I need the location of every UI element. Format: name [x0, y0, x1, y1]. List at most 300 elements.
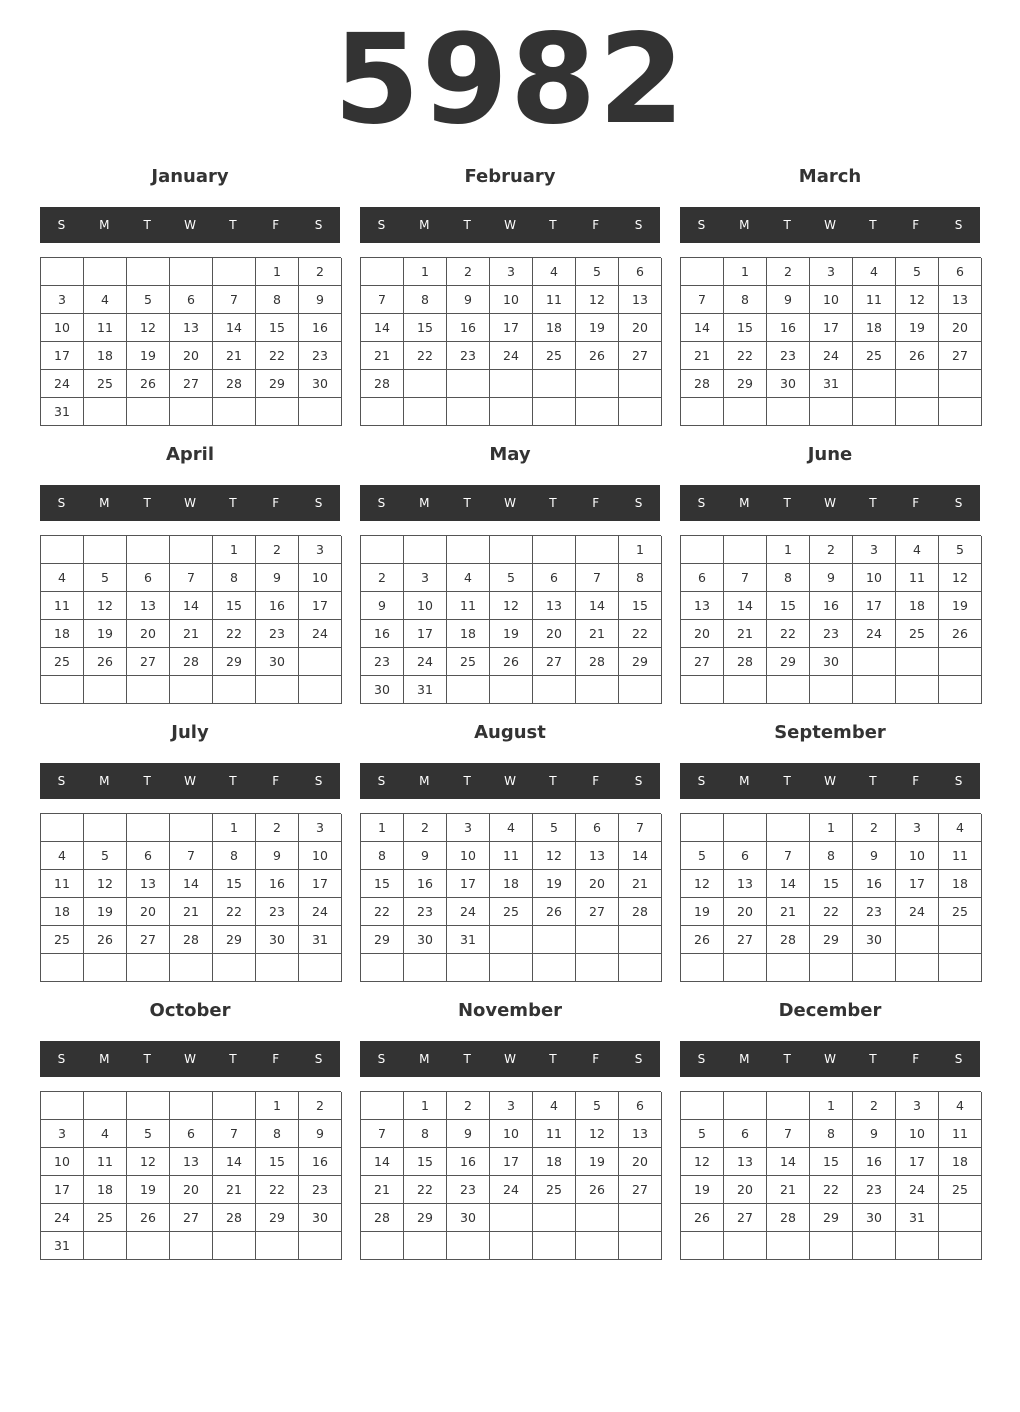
empty-cell: [576, 954, 619, 982]
day-cell: 8: [767, 564, 810, 592]
day-cell: 29: [619, 648, 662, 676]
day-cell: 22: [767, 620, 810, 648]
empty-cell: [213, 676, 256, 704]
empty-cell: [127, 398, 170, 426]
empty-cell: [361, 258, 404, 286]
day-cell: 29: [767, 648, 810, 676]
weekday-label: T: [869, 218, 877, 232]
weekday-header: [680, 763, 980, 799]
weekday-label: W: [824, 496, 836, 510]
month-april: [40, 438, 340, 708]
day-cell: 1: [361, 814, 404, 842]
weekday-label: S: [634, 496, 643, 510]
empty-cell: [127, 1092, 170, 1120]
empty-cell: [576, 398, 619, 426]
day-cell: 6: [681, 564, 724, 592]
day-cell: 6: [170, 286, 213, 314]
day-cell: 11: [447, 592, 490, 620]
weekday-label: M: [419, 774, 430, 788]
weekday-label: S: [697, 496, 706, 510]
day-cell: 27: [127, 926, 170, 954]
day-cell: 4: [939, 814, 982, 842]
day-cell: 23: [299, 342, 342, 370]
day-cell: 23: [810, 620, 853, 648]
day-cell: 22: [724, 342, 767, 370]
empty-cell: [490, 676, 533, 704]
day-cell: 14: [361, 1148, 404, 1176]
empty-cell: [84, 398, 127, 426]
day-cell: 30: [404, 926, 447, 954]
day-cell: 8: [256, 286, 299, 314]
day-cell: 23: [299, 1176, 342, 1204]
empty-cell: [767, 1232, 810, 1260]
day-cell: 14: [681, 314, 724, 342]
empty-cell: [576, 536, 619, 564]
empty-cell: [256, 1232, 299, 1260]
weekday-label: S: [634, 774, 643, 788]
empty-cell: [361, 1232, 404, 1260]
empty-cell: [84, 954, 127, 982]
day-cell: 29: [361, 926, 404, 954]
empty-cell: [299, 648, 342, 676]
day-cell: 29: [724, 370, 767, 398]
day-cell: 1: [213, 536, 256, 564]
day-cell: 24: [447, 898, 490, 926]
empty-cell: [681, 1092, 724, 1120]
weekday-label: W: [824, 218, 836, 232]
empty-cell: [810, 398, 853, 426]
weekday-label: T: [869, 1052, 877, 1066]
day-cell: 13: [533, 592, 576, 620]
day-cell: 31: [404, 676, 447, 704]
empty-cell: [170, 258, 213, 286]
empty-cell: [41, 258, 84, 286]
month-name: December: [778, 1000, 882, 1021]
day-cell: 7: [170, 564, 213, 592]
day-grid: [680, 257, 981, 426]
day-cell: 15: [810, 870, 853, 898]
day-cell: 1: [767, 536, 810, 564]
day-cell: 11: [939, 842, 982, 870]
month-february: [360, 160, 660, 430]
day-cell: 13: [619, 286, 662, 314]
weekday-label: F: [592, 496, 600, 510]
weekday-label: M: [419, 218, 430, 232]
day-cell: 21: [576, 620, 619, 648]
month-january: [40, 160, 340, 430]
day-cell: 10: [490, 1120, 533, 1148]
day-cell: 10: [41, 314, 84, 342]
weekday-header: [680, 1041, 980, 1077]
day-cell: 15: [361, 870, 404, 898]
day-cell: 27: [170, 370, 213, 398]
day-cell: 21: [213, 342, 256, 370]
day-cell: 2: [853, 1092, 896, 1120]
day-cell: 22: [361, 898, 404, 926]
day-cell: 21: [767, 898, 810, 926]
empty-cell: [853, 648, 896, 676]
day-cell: 14: [361, 314, 404, 342]
empty-cell: [724, 1092, 767, 1120]
day-cell: 2: [767, 258, 810, 286]
empty-cell: [490, 926, 533, 954]
empty-cell: [619, 1232, 662, 1260]
weekday-label: T: [143, 496, 151, 510]
empty-cell: [84, 536, 127, 564]
day-cell: 12: [576, 1120, 619, 1148]
empty-cell: [724, 398, 767, 426]
day-cell: 17: [404, 620, 447, 648]
month-july: [40, 716, 340, 986]
day-cell: 20: [127, 898, 170, 926]
weekday-label: T: [143, 218, 151, 232]
month-name: July: [171, 722, 209, 743]
day-cell: 26: [490, 648, 533, 676]
day-cell: 15: [810, 1148, 853, 1176]
weekday-label: S: [314, 774, 323, 788]
empty-cell: [533, 1204, 576, 1232]
day-cell: 22: [213, 620, 256, 648]
day-cell: 4: [853, 258, 896, 286]
empty-cell: [681, 814, 724, 842]
day-cell: 25: [853, 342, 896, 370]
day-cell: 3: [896, 1092, 939, 1120]
day-cell: 26: [533, 898, 576, 926]
empty-cell: [533, 1232, 576, 1260]
weekday-label: W: [824, 774, 836, 788]
day-cell: 15: [256, 1148, 299, 1176]
day-cell: 9: [361, 592, 404, 620]
day-cell: 20: [619, 1148, 662, 1176]
weekday-label: W: [184, 774, 196, 788]
day-cell: 3: [299, 814, 342, 842]
empty-cell: [619, 1204, 662, 1232]
weekday-label: W: [504, 774, 516, 788]
day-cell: 22: [256, 342, 299, 370]
day-cell: 24: [299, 898, 342, 926]
day-cell: 12: [939, 564, 982, 592]
day-cell: 9: [810, 564, 853, 592]
day-cell: 6: [127, 564, 170, 592]
day-cell: 1: [724, 258, 767, 286]
day-cell: 4: [896, 536, 939, 564]
day-cell: 17: [810, 314, 853, 342]
day-cell: 26: [681, 926, 724, 954]
day-cell: 25: [41, 926, 84, 954]
day-cell: 21: [361, 342, 404, 370]
day-cell: 27: [533, 648, 576, 676]
day-cell: 1: [619, 536, 662, 564]
month-name: October: [149, 1000, 231, 1021]
empty-cell: [724, 1232, 767, 1260]
empty-cell: [681, 398, 724, 426]
weekday-label: T: [549, 1052, 557, 1066]
day-cell: 25: [939, 1176, 982, 1204]
day-cell: 25: [896, 620, 939, 648]
weekday-label: T: [463, 496, 471, 510]
month-name: September: [774, 722, 886, 743]
day-cell: 2: [256, 814, 299, 842]
empty-cell: [127, 676, 170, 704]
day-cell: 20: [724, 1176, 767, 1204]
day-cell: 14: [767, 1148, 810, 1176]
day-cell: 24: [490, 342, 533, 370]
day-cell: 31: [810, 370, 853, 398]
weekday-label: W: [184, 1052, 196, 1066]
day-cell: 6: [724, 842, 767, 870]
empty-cell: [767, 398, 810, 426]
day-cell: 5: [939, 536, 982, 564]
day-cell: 10: [490, 286, 533, 314]
day-cell: 5: [84, 842, 127, 870]
day-cell: 5: [127, 1120, 170, 1148]
day-cell: 18: [490, 870, 533, 898]
day-cell: 5: [127, 286, 170, 314]
day-cell: 19: [576, 314, 619, 342]
day-cell: 30: [767, 370, 810, 398]
day-grid: [680, 1091, 981, 1260]
day-cell: 15: [213, 870, 256, 898]
day-grid: [360, 257, 661, 426]
day-cell: 7: [681, 286, 724, 314]
day-cell: 31: [896, 1204, 939, 1232]
day-cell: 16: [853, 870, 896, 898]
day-cell: 13: [619, 1120, 662, 1148]
weekday-label: S: [377, 218, 386, 232]
empty-cell: [127, 536, 170, 564]
weekday-label: S: [954, 496, 963, 510]
day-cell: 28: [361, 1204, 404, 1232]
weekday-label: S: [377, 774, 386, 788]
day-cell: 10: [447, 842, 490, 870]
day-cell: 29: [810, 926, 853, 954]
day-cell: 28: [170, 648, 213, 676]
day-cell: 8: [256, 1120, 299, 1148]
empty-cell: [170, 536, 213, 564]
empty-cell: [724, 954, 767, 982]
day-cell: 28: [170, 926, 213, 954]
weekday-label: F: [592, 774, 600, 788]
empty-cell: [170, 814, 213, 842]
day-cell: 13: [724, 1148, 767, 1176]
day-cell: 17: [41, 342, 84, 370]
day-cell: 5: [490, 564, 533, 592]
month-march: [680, 160, 980, 430]
empty-cell: [256, 954, 299, 982]
day-cell: 4: [939, 1092, 982, 1120]
month-name: April: [165, 444, 215, 465]
day-cell: 27: [619, 342, 662, 370]
day-cell: 16: [361, 620, 404, 648]
empty-cell: [533, 370, 576, 398]
empty-cell: [213, 954, 256, 982]
day-cell: 3: [299, 536, 342, 564]
day-cell: 2: [361, 564, 404, 592]
day-cell: 19: [939, 592, 982, 620]
empty-cell: [619, 926, 662, 954]
day-cell: 20: [619, 314, 662, 342]
empty-cell: [533, 926, 576, 954]
empty-cell: [896, 1232, 939, 1260]
weekday-label: T: [869, 774, 877, 788]
day-cell: 9: [447, 1120, 490, 1148]
weekday-label: T: [229, 774, 237, 788]
weekday-label: S: [697, 218, 706, 232]
empty-cell: [853, 1232, 896, 1260]
day-cell: 2: [299, 1092, 342, 1120]
day-cell: 26: [896, 342, 939, 370]
day-cell: 19: [576, 1148, 619, 1176]
day-cell: 23: [447, 342, 490, 370]
empty-cell: [767, 1092, 810, 1120]
day-cell: 26: [681, 1204, 724, 1232]
day-cell: 28: [619, 898, 662, 926]
weekday-label: M: [99, 496, 110, 510]
day-cell: 8: [404, 286, 447, 314]
empty-cell: [299, 1232, 342, 1260]
day-cell: 15: [767, 592, 810, 620]
weekday-label: S: [954, 218, 963, 232]
month-name: May: [489, 444, 531, 465]
day-cell: 5: [681, 1120, 724, 1148]
day-grid: [360, 535, 661, 704]
weekday-label: F: [272, 218, 280, 232]
day-cell: 31: [41, 398, 84, 426]
weekday-header: [360, 763, 660, 799]
weekday-label: T: [549, 496, 557, 510]
day-cell: 18: [41, 898, 84, 926]
day-cell: 22: [256, 1176, 299, 1204]
day-grid: [680, 813, 981, 982]
weekday-label: T: [869, 496, 877, 510]
day-cell: 10: [810, 286, 853, 314]
weekday-header: [680, 207, 980, 243]
day-cell: 5: [896, 258, 939, 286]
day-cell: 9: [256, 564, 299, 592]
day-cell: 28: [361, 370, 404, 398]
weekday-label: T: [549, 218, 557, 232]
day-cell: 9: [447, 286, 490, 314]
day-cell: 26: [84, 648, 127, 676]
day-cell: 2: [256, 536, 299, 564]
day-cell: 18: [533, 314, 576, 342]
weekday-header: [360, 207, 660, 243]
day-cell: 20: [533, 620, 576, 648]
day-cell: 7: [213, 286, 256, 314]
day-cell: 23: [404, 898, 447, 926]
empty-cell: [41, 1092, 84, 1120]
day-cell: 10: [853, 564, 896, 592]
day-cell: 8: [361, 842, 404, 870]
weekday-label: S: [314, 218, 323, 232]
day-cell: 14: [170, 870, 213, 898]
day-cell: 13: [170, 314, 213, 342]
day-cell: 1: [810, 1092, 853, 1120]
empty-cell: [404, 1232, 447, 1260]
weekday-label: M: [739, 1052, 750, 1066]
day-cell: 30: [256, 926, 299, 954]
day-cell: 28: [213, 1204, 256, 1232]
day-cell: 14: [576, 592, 619, 620]
empty-cell: [213, 1232, 256, 1260]
empty-cell: [41, 676, 84, 704]
day-cell: 16: [447, 1148, 490, 1176]
day-cell: 26: [576, 1176, 619, 1204]
day-cell: 1: [810, 814, 853, 842]
day-cell: 15: [724, 314, 767, 342]
empty-cell: [447, 1232, 490, 1260]
weekday-label: S: [697, 1052, 706, 1066]
day-cell: 22: [404, 342, 447, 370]
weekday-label: M: [99, 774, 110, 788]
empty-cell: [576, 676, 619, 704]
day-cell: 6: [724, 1120, 767, 1148]
day-cell: 27: [619, 1176, 662, 1204]
day-cell: 7: [619, 814, 662, 842]
empty-cell: [853, 370, 896, 398]
day-cell: 20: [724, 898, 767, 926]
day-cell: 26: [939, 620, 982, 648]
day-cell: 11: [41, 592, 84, 620]
day-cell: 2: [810, 536, 853, 564]
day-cell: 21: [170, 620, 213, 648]
empty-cell: [170, 1232, 213, 1260]
day-cell: 9: [299, 1120, 342, 1148]
weekday-label: W: [824, 1052, 836, 1066]
day-cell: 19: [490, 620, 533, 648]
empty-cell: [533, 954, 576, 982]
day-cell: 11: [84, 314, 127, 342]
empty-cell: [299, 676, 342, 704]
day-cell: 4: [84, 1120, 127, 1148]
empty-cell: [127, 258, 170, 286]
day-cell: 16: [810, 592, 853, 620]
weekday-label: S: [57, 774, 66, 788]
empty-cell: [404, 370, 447, 398]
day-cell: 5: [681, 842, 724, 870]
weekday-label: S: [954, 1052, 963, 1066]
day-cell: 10: [41, 1148, 84, 1176]
day-cell: 7: [170, 842, 213, 870]
day-cell: 18: [896, 592, 939, 620]
day-cell: 26: [576, 342, 619, 370]
day-cell: 4: [533, 1092, 576, 1120]
day-cell: 30: [853, 926, 896, 954]
weekday-label: M: [419, 496, 430, 510]
day-cell: 7: [724, 564, 767, 592]
day-cell: 5: [533, 814, 576, 842]
day-cell: 15: [404, 314, 447, 342]
day-cell: 12: [84, 592, 127, 620]
day-cell: 16: [767, 314, 810, 342]
empty-cell: [939, 676, 982, 704]
empty-cell: [681, 1232, 724, 1260]
day-cell: 31: [447, 926, 490, 954]
day-cell: 23: [447, 1176, 490, 1204]
empty-cell: [939, 1232, 982, 1260]
weekday-label: W: [504, 496, 516, 510]
empty-cell: [767, 676, 810, 704]
empty-cell: [896, 648, 939, 676]
weekday-label: T: [229, 218, 237, 232]
day-cell: 13: [127, 870, 170, 898]
empty-cell: [84, 258, 127, 286]
day-cell: 12: [896, 286, 939, 314]
day-cell: 25: [490, 898, 533, 926]
day-cell: 17: [490, 314, 533, 342]
empty-cell: [724, 536, 767, 564]
day-cell: 11: [939, 1120, 982, 1148]
